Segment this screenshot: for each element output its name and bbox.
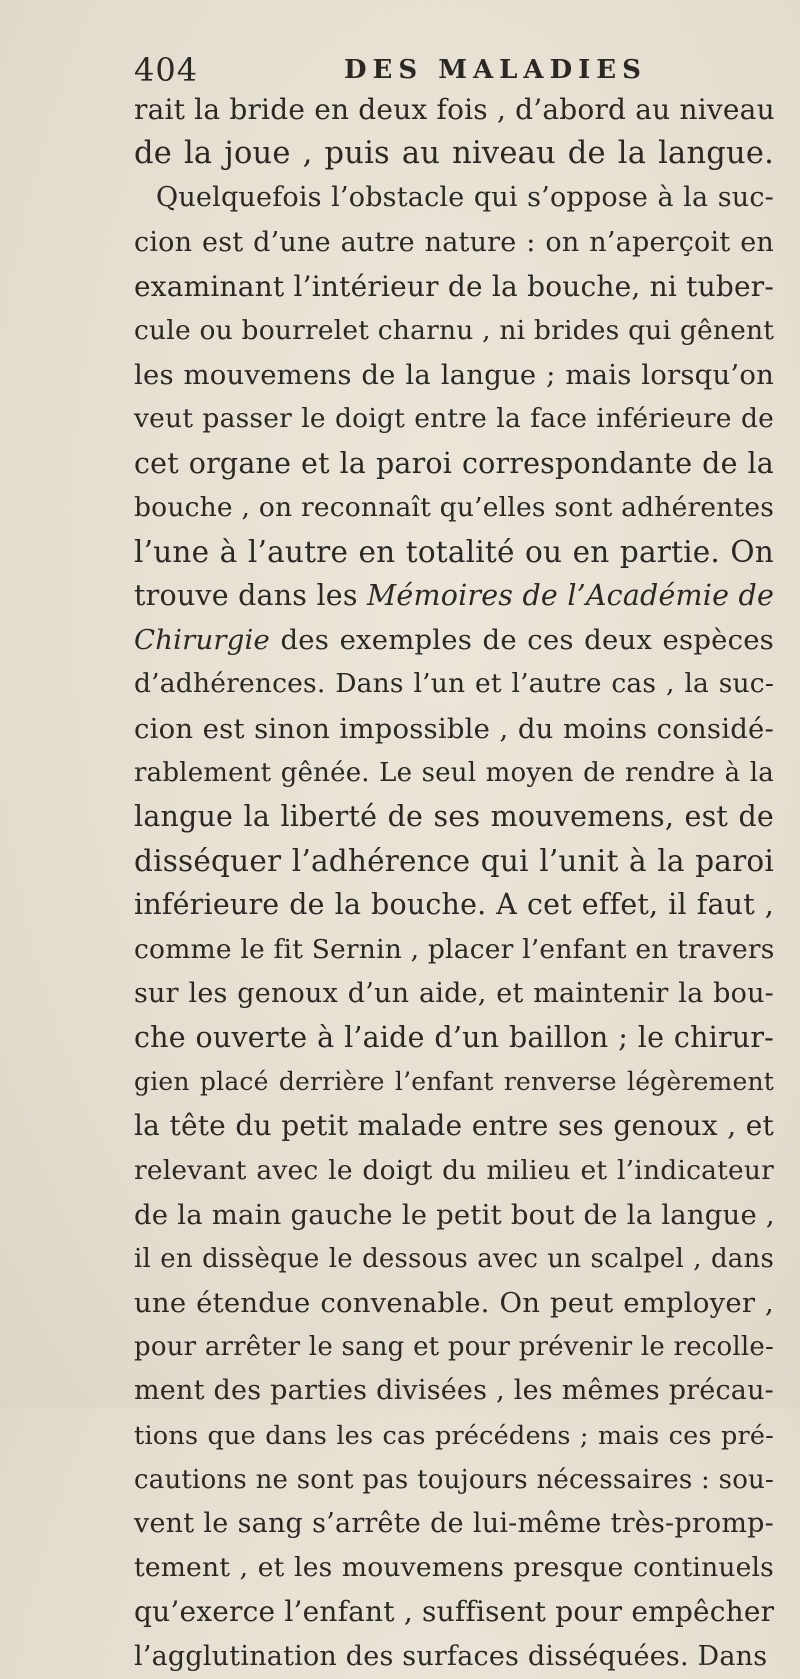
text-line bbox=[134, 618, 774, 662]
text-line: relevant avec le doigt du milieu et l’indicateur bbox=[134, 1154, 774, 1186]
text-line: examinant l’intérieur de la bouche, ni tuber- bbox=[134, 269, 774, 303]
citation-title: Chirurgie bbox=[134, 624, 271, 657]
running-title: DES MALADIES bbox=[344, 55, 647, 85]
text-line-pre: trouve dans les bbox=[134, 579, 368, 613]
text-line: rait la bride en deux fois , d’abord au niveau bbox=[134, 93, 775, 126]
text-line: cion est d’une autre nature : on n’aperçoit en bbox=[134, 226, 774, 258]
text-line: Quelquefois l’obstacle qui s’oppose à la suc- bbox=[156, 182, 774, 214]
text-line: che ouverte à l’aide d’un baillon ; le chirur- bbox=[134, 1020, 774, 1054]
text-line: l’agglutination des surfaces disséquées. Dans bbox=[134, 1640, 768, 1672]
citation-title: Mémoires de l’Académie de bbox=[367, 579, 775, 613]
text-line: sur les genoux d’un aide, et maintenir la bou- bbox=[134, 977, 774, 1009]
text-line: ment des parties divisées , les mêmes précau- bbox=[134, 1375, 774, 1407]
text-line: pour arrêter le sang et pour prévenir le recolle- bbox=[134, 1332, 774, 1363]
text-line: cule ou bourrelet charnu , ni brides qui gênent bbox=[134, 314, 775, 346]
text-line: l’une à l’autre en totalité ou en partie. On bbox=[134, 534, 774, 569]
text-line: disséquer l’adhérence qui l’unit à la paroi bbox=[134, 844, 774, 879]
text-line: une étendue convenable. On peut employer , bbox=[134, 1287, 774, 1320]
text-line: tement , et les mouvemens presque continuels bbox=[134, 1552, 774, 1584]
text-line: la tête du petit malade entre ses genoux , et bbox=[134, 1109, 774, 1143]
text-line: de la joue , puis au niveau de la langue. bbox=[134, 136, 774, 172]
text-line: rablement gênée. Le seul moyen de rendre à la bbox=[134, 757, 774, 788]
text-line: tions que dans les cas précédens ; mais ces pré- bbox=[134, 1420, 774, 1451]
page-number: 404 bbox=[134, 51, 199, 89]
text-line: bouche , on reconnaît qu’elles sont adhérentes bbox=[134, 491, 774, 523]
text-line: vent le sang s’arrête de lui-même très-promp- bbox=[134, 1508, 774, 1539]
text-line: les mouvemens de la langue ; mais lorsqu’on bbox=[134, 359, 774, 392]
text-line: cion est sinon impossible , du moins considé- bbox=[134, 712, 774, 745]
text-line: il en dissèque le dessous avec un scalpel , dans bbox=[134, 1243, 774, 1274]
text-line: inférieure de la bouche. A cet effet, il faut , bbox=[134, 888, 774, 922]
text-line bbox=[134, 574, 774, 618]
text-line: qu’exerce l’enfant , suffisent pour empêcher bbox=[134, 1595, 775, 1629]
text-line: langue la liberté de ses mouvemens, est de bbox=[134, 800, 774, 833]
running-head bbox=[134, 50, 774, 90]
text-line: veut passer le doigt entre la face inférieure de bbox=[134, 403, 774, 435]
text-line: de la main gauche le petit bout de la langue , bbox=[134, 1198, 775, 1231]
text-line-post: des exemples de ces deux espèces bbox=[270, 624, 774, 657]
text-line: cautions ne sont pas toujours nécessaires : sou- bbox=[134, 1464, 774, 1495]
text-line: comme le fit Sernin , placer l’enfant en travers bbox=[134, 933, 775, 965]
body-text bbox=[134, 88, 774, 1679]
text-line: d’adhérences. Dans l’un et l’autre cas , la suc- bbox=[134, 668, 774, 700]
text-line: gien placé derrière l’enfant renverse légèrement bbox=[134, 1067, 774, 1097]
text-line: cet organe et la paroi correspondante de la bbox=[134, 446, 774, 480]
